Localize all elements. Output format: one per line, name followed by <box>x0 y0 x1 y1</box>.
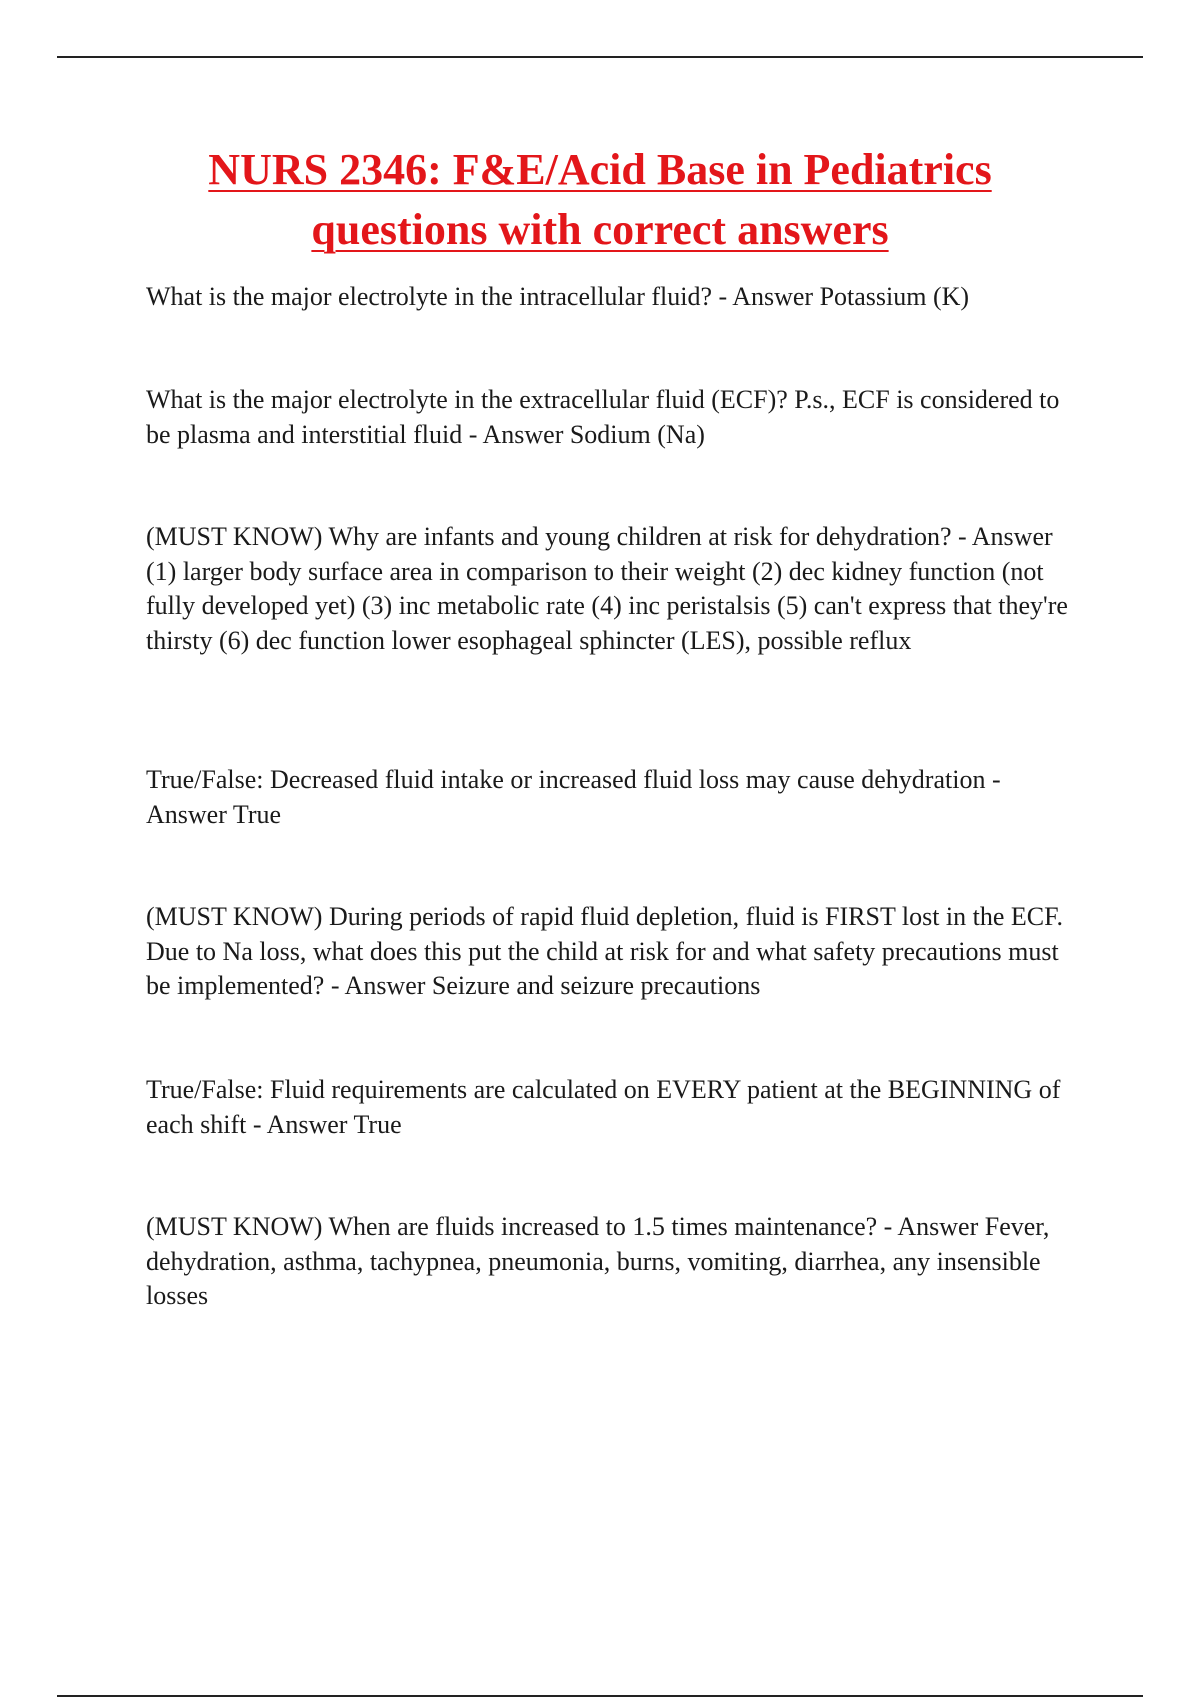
qa-item-3: (MUST KNOW) Why are infants and young children at risk for dehydration? - Answer (1) larger body surface area in comparison to their weight (2) dec kidney function (not fully developed yet) (3) inc metabolic rate (4) inc peristalsis (5) can't express that they're thirsty (6) dec function lower esophageal sphincter (LES), possible reflux <box>146 522 1068 655</box>
document-title <box>120 140 1080 260</box>
qa-item-5: (MUST KNOW) During periods of rapid fluid depletion, fluid is FIRST lost in the ECF. Due to Na loss, what does this put the child at risk for and what safety precautions must be implemented? - Answer Seizure and seizure precautions <box>146 902 1064 1000</box>
qa-item-1: What is the major electrolyte in the intracellular fluid? - Answer Potassium (K) <box>146 282 970 311</box>
top-rule <box>57 56 1143 58</box>
bottom-rule <box>57 1695 1143 1697</box>
qa-item-7: (MUST KNOW) When are fluids increased to 1.5 times maintenance? - Answer Fever, dehydration, asthma, tachypnea, pneumonia, burns, vomiting, diarrhea, any insensible losses <box>146 1212 1050 1310</box>
qa-item-2: What is the major electrolyte in the extracellular fluid (ECF)? P.s., ECF is considered to be plasma and interstitial fluid - Answer Sodium (Na) <box>146 385 1060 449</box>
title-line-2: questions with correct answers <box>311 205 889 254</box>
qa-item-4: True/False: Decreased fluid intake or increased fluid loss may cause dehydration - Answer True <box>146 765 1001 829</box>
qa-item-6: True/False: Fluid requirements are calculated on EVERY patient at the BEGINNING of each shift - Answer True <box>146 1075 1061 1139</box>
title-line-1: NURS 2346: F&E/Acid Base in Pediatrics <box>208 145 992 194</box>
